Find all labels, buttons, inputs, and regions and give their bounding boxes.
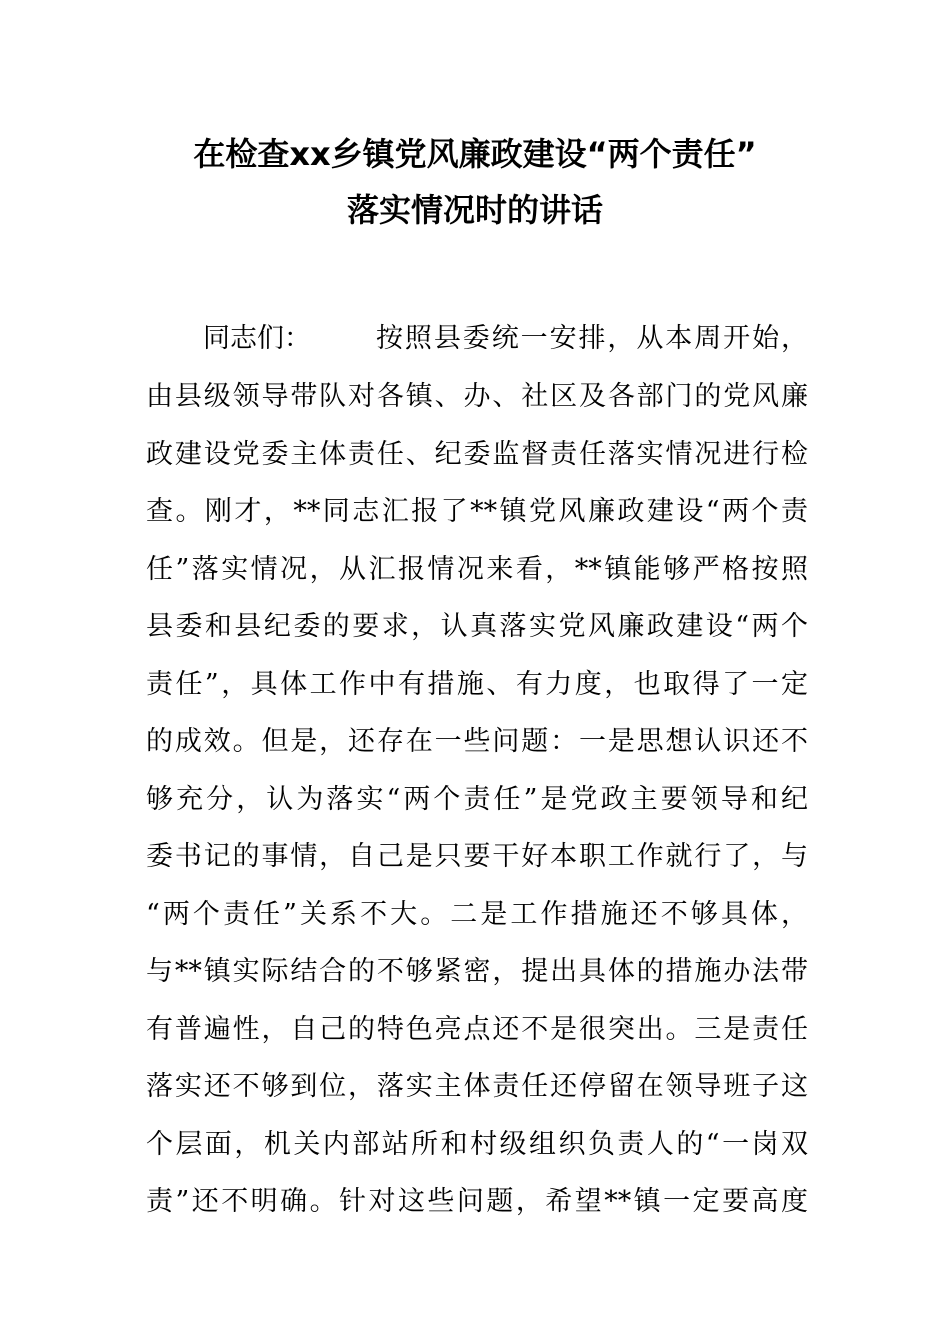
- body-line: 的成效。但是，还存在一些问题：一是思想认识还不: [146, 726, 808, 757]
- body-line: 与**镇实际结合的不够紧密，提出具体的措施办法带: [146, 956, 808, 987]
- document-title-line-2: 落实情况时的讲话: [346, 191, 603, 229]
- body-line: 县委和县纪委的要求，认真落实党风廉政建设“两个: [146, 611, 808, 642]
- body-line: 任”落实情况，从汇报情况来看，**镇能够严格按照: [146, 554, 808, 585]
- body-line: 够充分，认为落实“两个责任”是党政主要领导和纪: [146, 784, 808, 815]
- body-line: 委书记的事情，自己是只要干好本职工作就行了，与: [146, 841, 808, 872]
- body-line: 由县级领导带队对各镇、办、社区及各部门的党风廉: [146, 381, 808, 412]
- body-line: 有普遍性，自己的特色亮点还不是很突出。三是责任: [146, 1014, 808, 1045]
- body-line: 查。刚才，**同志汇报了**镇党风廉政建设“两个责: [146, 496, 808, 527]
- body-line: 个层面，机关内部站所和村级组织负责人的“一岗双: [146, 1129, 808, 1160]
- body-line: 落实还不够到位，落实主体责任还停留在领导班子这: [146, 1071, 808, 1102]
- body-line: 政建设党委主体责任、纪委监督责任落实情况进行检: [146, 439, 808, 470]
- salutation: 同志们：: [203, 323, 311, 354]
- body-line: “两个责任”关系不大。二是工作措施还不够具体，: [146, 899, 808, 930]
- body-first-line-text: 按照县委统一安排，从本周开始，: [376, 323, 808, 354]
- body-line: 责任”，具体工作中有措施、有力度，也取得了一定: [146, 669, 808, 700]
- body-line: 责”还不明确。针对这些问题，希望**镇一定要高度: [146, 1186, 808, 1217]
- document-title-line-1: 在检查xx乡镇党风廉政建设“两个责任”: [193, 135, 757, 173]
